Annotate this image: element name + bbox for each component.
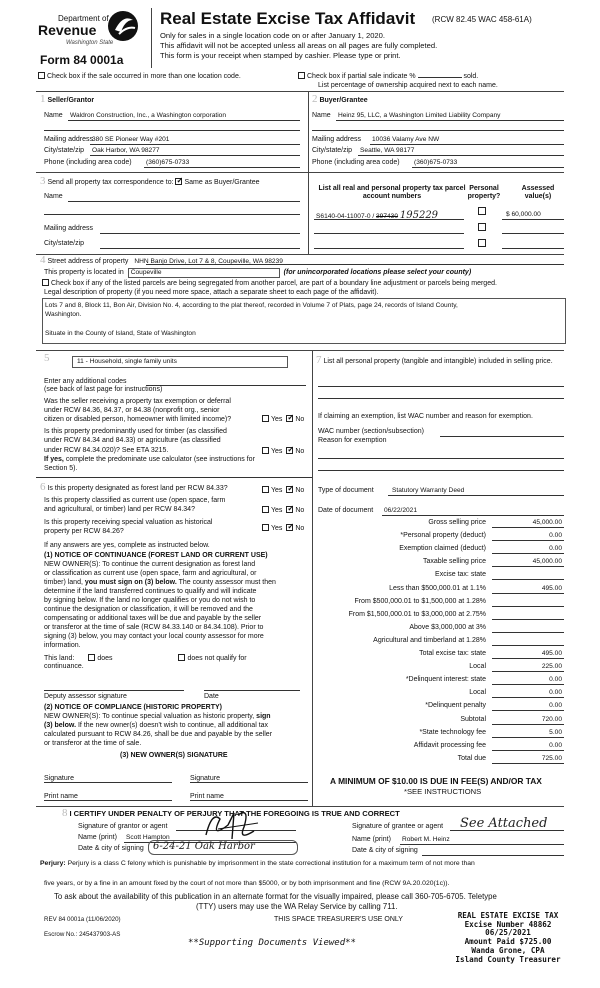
section-number: 6 [40,481,46,493]
perjury-line-1: Perjury: Perjury is a class C felony which is punishable by imprisonment in the state correctional institution for a maximum term of not more than [40,860,475,867]
tax-row-label: Gross selling price [428,519,486,526]
tax-row-label: Total excise tax: state [419,650,486,657]
form-number: Form 84 0001a [40,53,124,67]
q-historic-l1: Is this property receiving special valuation as historical [44,519,213,526]
rcw-reference: (RCW 82.45 WAC 458-61A) [432,15,532,24]
section-7-row [316,354,566,367]
tax-row-label: Above $3,000,000 at 3% [409,623,486,631]
notice-compliance-heading: (2) NOTICE OF COMPLIANCE (HISTORIC PROPERTY) [44,704,222,711]
buyer-city-label: City/state/zip [312,147,353,154]
parcel-struck-number: 397430 [376,213,399,220]
tax-row-value[interactable]: 495.00 [541,584,562,592]
legal-line-1: Lots 7 and 8, Block 11, Bon Air, Division No. 4, according to the plat thereof, recorded in Volume 7 of Plats, page 24, records of Island County, [45,302,458,309]
assessed-col-header: Assessed value(s) [521,185,555,201]
treasurer-only: THIS SPACE TREASURER'S USE ONLY [274,916,403,923]
tax-row-value[interactable]: 495.00 [541,650,562,657]
personal-property-checkbox-1[interactable] [478,207,486,215]
tax-row-value[interactable]: 725.00 [541,754,562,762]
this-land-row: This land: does does not qualify for [44,655,247,662]
supporting-docs: **Supporting Documents Viewed** [188,938,356,948]
q-exemption-yes[interactable] [262,415,269,422]
grantor-date-field[interactable]: 6-24-21 Oak Harbor [148,840,298,855]
doc-date-field[interactable]: 06/22/2021 [384,507,418,514]
land-does-checkbox[interactable] [88,654,95,661]
parcel-handwritten-number: 195229 [399,210,439,221]
located-select[interactable]: Coupeville [128,268,280,278]
q-forest-yesno: Yes ✓ No [262,486,304,495]
tax-row-label: Excise tax: state [435,571,486,579]
corr-name-label: Name [44,193,63,200]
grantee-signature-field[interactable]: See Attached [460,816,548,831]
multi-location-label: Check box if the sale occurred in more than one location code. [47,73,241,80]
n2-line-1: NEW OWNER(S): To continue special valuation as historic property, sign [44,713,271,720]
tax-row-label: *State technology fee [419,728,486,736]
seller-mailing-field[interactable]: 380 SE Pioneer Way #201 [92,136,170,143]
tax-row-label: Exemption claimed (deduct) [399,545,486,553]
seller-mailing-label: Mailing address [44,136,94,143]
segregated-checkbox[interactable] [42,279,49,286]
personal-property-checkbox-2[interactable] [478,223,486,231]
list-personal-label: List all personal property (tangible and intangible) included in selling price. [323,358,553,365]
tax-row-value[interactable]: 0.00 [549,741,562,749]
doc-type-field[interactable]: Statutory Warranty Deed [392,487,465,494]
n1-line-6: continue the designation or classification, it will be removed and the [44,606,253,613]
street-row [40,254,283,267]
doc-type-label: Type of document [318,487,374,494]
grantee-date-label: Date & city of signing [352,847,418,854]
q-timber-l3: under RCW 84.34.020)? See ETA 3215. [44,447,169,454]
correspondence-label: Send all property tax correspondence to: [47,179,174,186]
stamp-line-3: 06/25/2021 [485,928,531,938]
q-exemption-l3: citizen or disabled person, homeowner with limited income)? [44,416,232,423]
q-forest-no[interactable] [286,486,293,493]
tax-row-label: From $500,000.01 to $1,500,000 at 1.28% [354,597,486,605]
buyer-name-label: Name [312,112,331,119]
section-number: 8 [62,807,68,819]
q-timber-l2: under RCW 84.34 and 84.33) or agriculture (as classified [44,437,221,444]
dor-emblem-icon [107,10,139,42]
n1-line-9: signing (3) below, you may contact your local county assessor for more [44,633,264,640]
deputy-signature-label: Deputy assessor signature [44,693,127,700]
grantor-name-label: Name (print) [78,834,117,841]
land-use-select[interactable]: 11 - Household, single family units [72,356,288,368]
tax-row-value[interactable]: 0.00 [549,545,562,553]
parcel-row-1[interactable] [316,210,438,222]
q-exemption-yesno: Yes ✓ No [262,415,304,424]
rev-number: REV 84 0001a (11/06/2020) [44,916,121,923]
assessed-value-1[interactable]: $ 60,000.00 [506,211,541,218]
n2-line-4: or transferor at the time of sale. [44,740,142,747]
header-note-2: This affidavit will not be accepted unless all areas on all pages are fully completed. [160,41,438,50]
q-current-use-yes[interactable] [262,506,269,513]
q-forest-row [40,481,228,494]
escrow-number: Escrow No.: 245437903-AS [44,931,121,938]
perjury-line-2: five years, or by a fine in an amount fixed by the court of not more than $5000, or by both imprisonment and fine (RCW 9A.20.020(1c)). [44,880,450,887]
n1-line-10: information. [44,642,81,649]
buyer-city-field[interactable]: Seattle, WA 98177 [360,147,415,154]
segregated-label: Check box if any of the listed parcels are being segregated from another parcel, are part of a boundary line adjustment or parcels being merged. [51,280,497,287]
corr-mailing-label: Mailing address [44,225,94,232]
seller-heading [40,93,94,106]
tax-row-label: Total due [457,754,486,762]
located-note: (for unincorporated locations please select your county) [283,269,472,276]
q-current-use-yesno: Yes ✓ No [262,506,304,515]
n2-line-2: (3) below. If the new owner(s) doesn't wish to continue, all additional tax [44,722,269,729]
page-title: Real Estate Excise Tax Affidavit [160,9,416,28]
parcel-number: S6140-04-11007-0 / [316,213,375,220]
tax-row-label: Affidavit processing fee [413,741,486,749]
partial-sold-label: sold. [463,73,479,80]
q-timber-yesno: Yes ✓ No [262,447,304,456]
alt-format-line-2: (TTY) users may use the WA Relay Service by calling 711. [196,902,398,911]
q-historic-yesno: Yes ✓ No [262,524,304,533]
section-number: 4 [40,254,46,266]
grantee-name-label: Name (print) [352,836,391,843]
tax-row-label: Local [469,663,486,671]
q-exemption-no[interactable] [286,415,293,422]
q-exemption-l1: Was the seller receiving a property tax exemption or deferral [44,398,231,405]
q-exemption-l2: under RCW 84.36, 84.37, or 84.38 (nonprofit org., senior [44,407,220,414]
tax-row-label: Taxable selling price [422,558,486,566]
treasurer-stamp [452,912,564,964]
tax-row-value[interactable]: 0.00 [549,532,562,540]
multi-location-checkbox-row[interactable] [38,72,241,81]
partial-sale-label: Check box if partial sale indicate % [307,73,416,80]
stamp-line-1: REAL ESTATE EXCISE TAX [457,911,559,920]
tax-row-value[interactable]: 0.00 [549,702,562,710]
see-back-label: (see back of last page for instructions) [44,386,163,393]
section-number: 7 [316,354,322,366]
tax-row-value[interactable]: 45,000.00 [532,558,562,566]
q-historic-yes[interactable] [262,524,269,531]
buyer-phone-label: Phone (including area code) [312,159,400,166]
seller-city-field[interactable]: Oak Harbor, WA 98277 [92,147,160,154]
grantee-signature-label: Signature of grantee or agent [352,823,444,830]
new-owner-signature-heading: (3) NEW OWNER(S) SIGNATURE [120,752,228,759]
tax-row-label: From $1,500,000.01 to $3,000,000 at 2.75% [348,610,486,618]
n1-line-1: NEW OWNER(S): To continue the current designation as forest land [44,561,256,568]
land-does-not-checkbox[interactable] [178,654,185,661]
q-forest-label: Is this property designated as forest land per RCW 84.33? [47,485,228,492]
corr-city-label: City/state/zip [44,240,85,247]
buyer-heading [312,93,368,106]
section-number: 2 [312,93,318,105]
seller-name-label: Name [44,112,63,119]
partial-note: List percentage of ownership acquired next to each name. [318,82,498,89]
legal-description-box[interactable] [42,298,566,344]
exemption-label: If claiming an exemption, list WAC number and reason for exemption. [318,413,533,420]
correspondence-row [40,175,260,188]
n2-line-3: calculated pursuant to RCW 84.26, shall be due and payable by the seller [44,731,273,738]
buyer-phone-field[interactable]: (360)675-0733 [414,159,458,166]
n1-line-7: compensating or additional taxes will be due and payable by the seller [44,615,262,622]
tax-row-value[interactable]: 0.00 [549,689,562,697]
partial-sale-checkbox-row[interactable] [298,72,478,81]
street-field[interactable]: NHN Banjo Drive, Lot 7 & 8, Coupeville, WA 98239 [134,258,283,265]
doc-date-label: Date of document [318,507,374,514]
buyer-mailing-label: Mailing address [312,136,362,143]
q-historic-l2: property per RCW 84.26? [44,528,124,535]
legal-label: Legal description of property (if you need more space, attach a separate sheet to each page of the affidavit). [44,289,379,296]
tax-row-label: Agricultural and timberland at 1.28% [373,636,486,644]
minimum-fee-note: A MINIMUM OF $10.00 IS DUE IN FEE(S) AND/OR TAX [330,776,542,786]
additional-codes-label: Enter any additional codes [44,378,127,385]
q-current-use-l1: Is this property classified as current use (open space, farm [44,497,226,504]
see-instructions: *SEE INSTRUCTIONS [404,787,482,796]
partial-sale-checkbox[interactable] [298,72,305,79]
buyer-mailing-field[interactable]: 10036 Valamy Ave NW [372,136,440,143]
certify-label: I CERTIFY UNDER PENALTY OF PERJURY THAT THE FOREGOING IS TRUE AND CORRECT [69,809,400,818]
deputy-date-label: Date [204,693,219,700]
if-any-yes: If any answers are yes, complete as instructed below. [44,542,210,549]
seller-phone-label: Phone (including area code) [44,159,132,166]
dept-line3: Washington State [66,40,114,46]
reason-label: Reason for exemption [318,437,387,444]
grantee-name-field[interactable]: Robert M. Heinz [402,836,450,843]
if-yes-note: If yes, complete the predominate use calculator (see instructions for [44,456,255,463]
header-note-3: This form is your receipt when stamped by cashier. Please type or print. [160,51,401,60]
stamp-line-2: Excise Number 48862 [464,919,552,929]
q-current-use-l2: and agricultural, or timber) land per RCW 84.34? [44,506,195,513]
owner-print-label-2: Print name [190,793,224,800]
dept-line1: Department of [58,14,109,23]
n1-line-2: or classification as current use (open space, farm and agricultural, or [44,570,257,577]
owner-signature-label-2: Signature [190,775,220,782]
n1-line-4: determine if the land transferred continues to qualify and will indicate [44,588,257,595]
n1-line-5: by signing below. If the land no longer qualifies or you do not wish to [44,597,256,604]
personal-col-header: Personal property? [467,185,501,201]
stamp-line-6: Island County Treasurer [455,954,561,964]
same-as-buyer-label: Same as Buyer/Grantee [184,179,260,186]
grantor-signature-label: Signature of grantor or agent [78,823,168,830]
n1-line-8: or transferor at the time of sale (RCW 84.33.140 or 84.34.108). Prior to [44,624,264,631]
if-yes-note-2: Section 5). [44,465,78,472]
grantor-date-label: Date & city of signing [78,845,144,852]
legal-line-3: Situate in the County of Island, State of Washington [45,330,196,337]
seller-heading-label: Seller/Grantor [47,97,95,104]
alt-format-line-1: To ask about the availability of this publication in an alternate format for the visually impaired, please call 360-705-6705. Teletype [54,892,497,901]
tax-row-label: Subtotal [460,715,486,723]
seller-name-field[interactable]: Waldron Construction, Inc., a Washington corporation [70,112,227,119]
same-as-buyer-checkbox[interactable] [175,178,182,185]
notice-continuance-heading: (1) NOTICE OF CONTINUANCE (FOREST LAND OR CURRENT USE) [44,552,268,559]
located-label: This property is located in [44,269,124,276]
owner-print-label-1: Print name [44,793,78,800]
dept-line2: Revenue [38,22,97,38]
tax-row-label: Less than $500,000.01 at 1.1% [389,584,486,592]
q-forest-yes[interactable] [262,486,269,493]
multi-location-checkbox[interactable] [38,72,45,79]
located-row [44,268,471,278]
stamp-line-5: Wanda Grone, CPA [471,945,545,955]
header-note-1: Only for sales in a single location code on or after January 1, 2020. [160,31,385,40]
street-label: Street address of property [47,258,129,265]
q-current-use-no[interactable] [286,506,293,513]
tax-row-value[interactable]: 45,000.00 [532,519,562,526]
section-number: 1 [40,93,46,105]
grantor-name-field[interactable]: Scott Hampton [126,834,170,841]
tax-row-value[interactable]: 225.00 [541,663,562,671]
q-timber-yes[interactable] [262,447,269,454]
parcel-col-header: List all real and personal property tax parcel account numbers [318,185,466,201]
tax-row-value[interactable]: 5.00 [549,728,562,736]
segregated-row[interactable] [42,279,497,288]
q-timber-no[interactable] [286,447,293,454]
seller-city-label: City/state/zip [44,147,85,154]
tax-row-value[interactable]: 720.00 [541,715,562,723]
continuance-label: continuance. [44,663,84,670]
buyer-heading-label: Buyer/Grantee [319,97,368,104]
tax-row-label: *Delinquent penalty [425,702,486,710]
legal-line-2: Washington. [45,311,82,318]
n1-line-3: timber) land, you must sign on (3) below. The county assessor must then [44,579,276,586]
q-timber-l1: Is this property predominantly used for timber (as classified [44,428,227,435]
personal-property-checkbox-3[interactable] [478,239,486,247]
seller-phone-field[interactable]: (360)675-0733 [146,159,190,166]
wac-label: WAC number (section/subsection) [318,428,424,435]
owner-signature-label-1: Signature [44,775,74,782]
tax-row-value[interactable]: 0.00 [549,676,562,684]
tax-row-label: *Delinquent interest: state [405,676,486,684]
q-historic-no[interactable] [286,524,293,531]
tax-row-label: Local [469,689,486,697]
section-number: 3 [40,175,46,187]
buyer-name-field[interactable]: Heinz 95, LLC, a Washington Limited Liability Company [338,112,501,119]
stamp-line-4: Amount Paid $725.00 [464,937,552,947]
tax-row-label: *Personal property (deduct) [400,532,486,540]
section-5-number: 5 [44,352,50,364]
grantor-signature-image[interactable] [198,805,268,845]
